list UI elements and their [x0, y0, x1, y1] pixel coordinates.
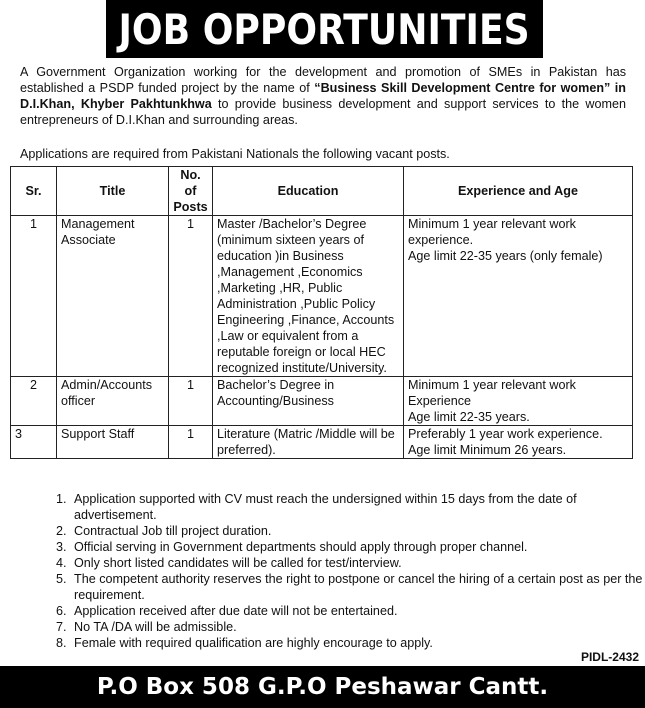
table-row — [11, 377, 633, 426]
row-education: Master /Bachelor’s Degree (minimum sixteen years of education )in Business ,Management ,Economics ,Marketing ,HR, Public Administration ,Public Policy Engineering ,Finance, Accounts ,Law or equivalent from a reputable foreign or local HEC recognized institute/University. — [213, 216, 404, 377]
row-education: Literature (Matric /Middle will be preferred). — [213, 426, 404, 459]
footer-address: P.O Box 508 G.P.O Peshawar Cantt. — [96, 674, 549, 700]
page-title: JOB OPPORTUNITIES — [118, 4, 531, 54]
reference-number: PIDL-2432 — [580, 650, 639, 664]
header-posts: No. of Posts — [169, 167, 213, 216]
list-item: 5. The competent authority reserves the right to postpone or cancel the hiring of a certain post as per the requirement. — [70, 571, 645, 603]
row-posts: 1 — [169, 426, 213, 459]
list-item: 7. No TA /DA will be admissible. — [70, 619, 645, 635]
applications-line: Applications are required from Pakistani Nationals the following vacant posts. — [20, 147, 450, 161]
row-posts: 1 — [169, 377, 213, 426]
row-experience: Minimum 1 year relevant work Experience Age limit 22-35 years. — [404, 377, 633, 426]
row-title: Support Staff — [57, 426, 169, 459]
table-row — [11, 216, 633, 377]
row-posts: 1 — [169, 216, 213, 377]
header-title: Title — [57, 167, 169, 216]
row-experience: Preferably 1 year work experience. Age limit Minimum 26 years. — [404, 426, 633, 459]
footer-banner — [0, 666, 645, 708]
table-row — [11, 426, 633, 459]
title-banner — [106, 0, 543, 58]
row-title: Admin/Accounts officer — [57, 377, 169, 426]
row-sr: 1 — [11, 216, 57, 377]
list-item: 6. Application received after due date will not be entertained. — [70, 603, 645, 619]
row-experience: Minimum 1 year relevant work experience. Age limit 22-35 years (only female) — [404, 216, 633, 377]
list-item: 2. Contractual Job till project duration. — [70, 523, 645, 539]
row-education: Bachelor’s Degree in Accounting/Business — [213, 377, 404, 426]
organization-name: “Business Skill Development Centre for women” in D.I.Khan, Khyber Pakhtunkhwa — [20, 81, 626, 111]
intro-paragraph — [20, 64, 626, 128]
intro-text-2: to provide business development and support services to the women entrepreneurs of D.I.Khan and surrounding areas. — [20, 97, 626, 127]
vacancies-table — [10, 166, 633, 459]
list-item: 3. Official serving in Government departments should apply through proper channel. — [70, 539, 645, 555]
header-experience: Experience and Age — [404, 167, 633, 216]
list-item: 4. Only short listed candidates will be called for test/interview. — [70, 555, 645, 571]
list-item: 8. Female with required qualification are highly encourage to apply. — [70, 635, 645, 651]
row-title: Management Associate — [57, 216, 169, 377]
header-education: Education — [213, 167, 404, 216]
terms-list — [40, 491, 645, 651]
intro-text-1: A Government Organization working for the development and promotion of SMEs in Pakistan has established a PSDP funded project by the name of — [20, 65, 626, 95]
table-header-row — [11, 167, 633, 216]
row-sr: 3 — [11, 426, 57, 459]
header-sr: Sr. — [11, 167, 57, 216]
row-sr: 2 — [11, 377, 57, 426]
list-item: 1. Application supported with CV must reach the undersigned within 15 days from the date of advertisement. — [70, 491, 645, 523]
